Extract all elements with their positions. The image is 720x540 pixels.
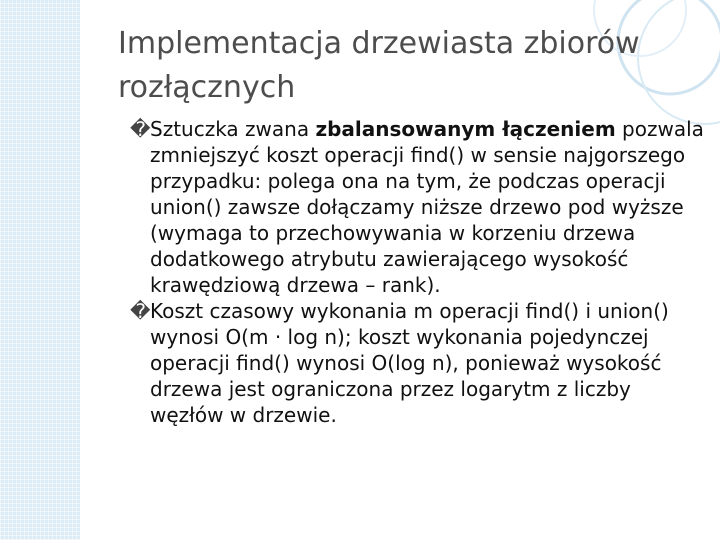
slide-title: Implementacja drzewiasta zbiorów rozłącznych (118, 26, 640, 105)
bullet-item (130, 298, 705, 428)
bullet-marker-icon: � (130, 299, 151, 323)
bullet-text: Sztuczka zwana (150, 117, 316, 141)
left-decorative-band (0, 0, 80, 540)
slide-body (130, 116, 705, 428)
bullet-item (130, 116, 705, 298)
bullet-text: Koszt czasowy wykonania m operacji find() i union() wynosi O(m · log n); koszt wykonania pojedynczej operacji find() wynosi O(log n), ponieważ wysokość drzewa jest ograniczona przez logarytm z liczby węzłów w drzewie. (150, 299, 669, 427)
bullet-marker-icon: � (130, 117, 151, 141)
bullet-bold-text: zbalansowanym łączeniem (315, 117, 616, 141)
bullet-text: pozwala zmniejszyć koszt operacji find() w sensie najgorszego przypadku: polega ona na tym, że podczas operacji union() zawsze dołączamy niższe drzewo pod wyższe (wymaga to przechowywania w korzeniu drzewa dodatkowego atrybutu zawierającego wysokość krawędziową drzewa – rank). (150, 117, 704, 297)
